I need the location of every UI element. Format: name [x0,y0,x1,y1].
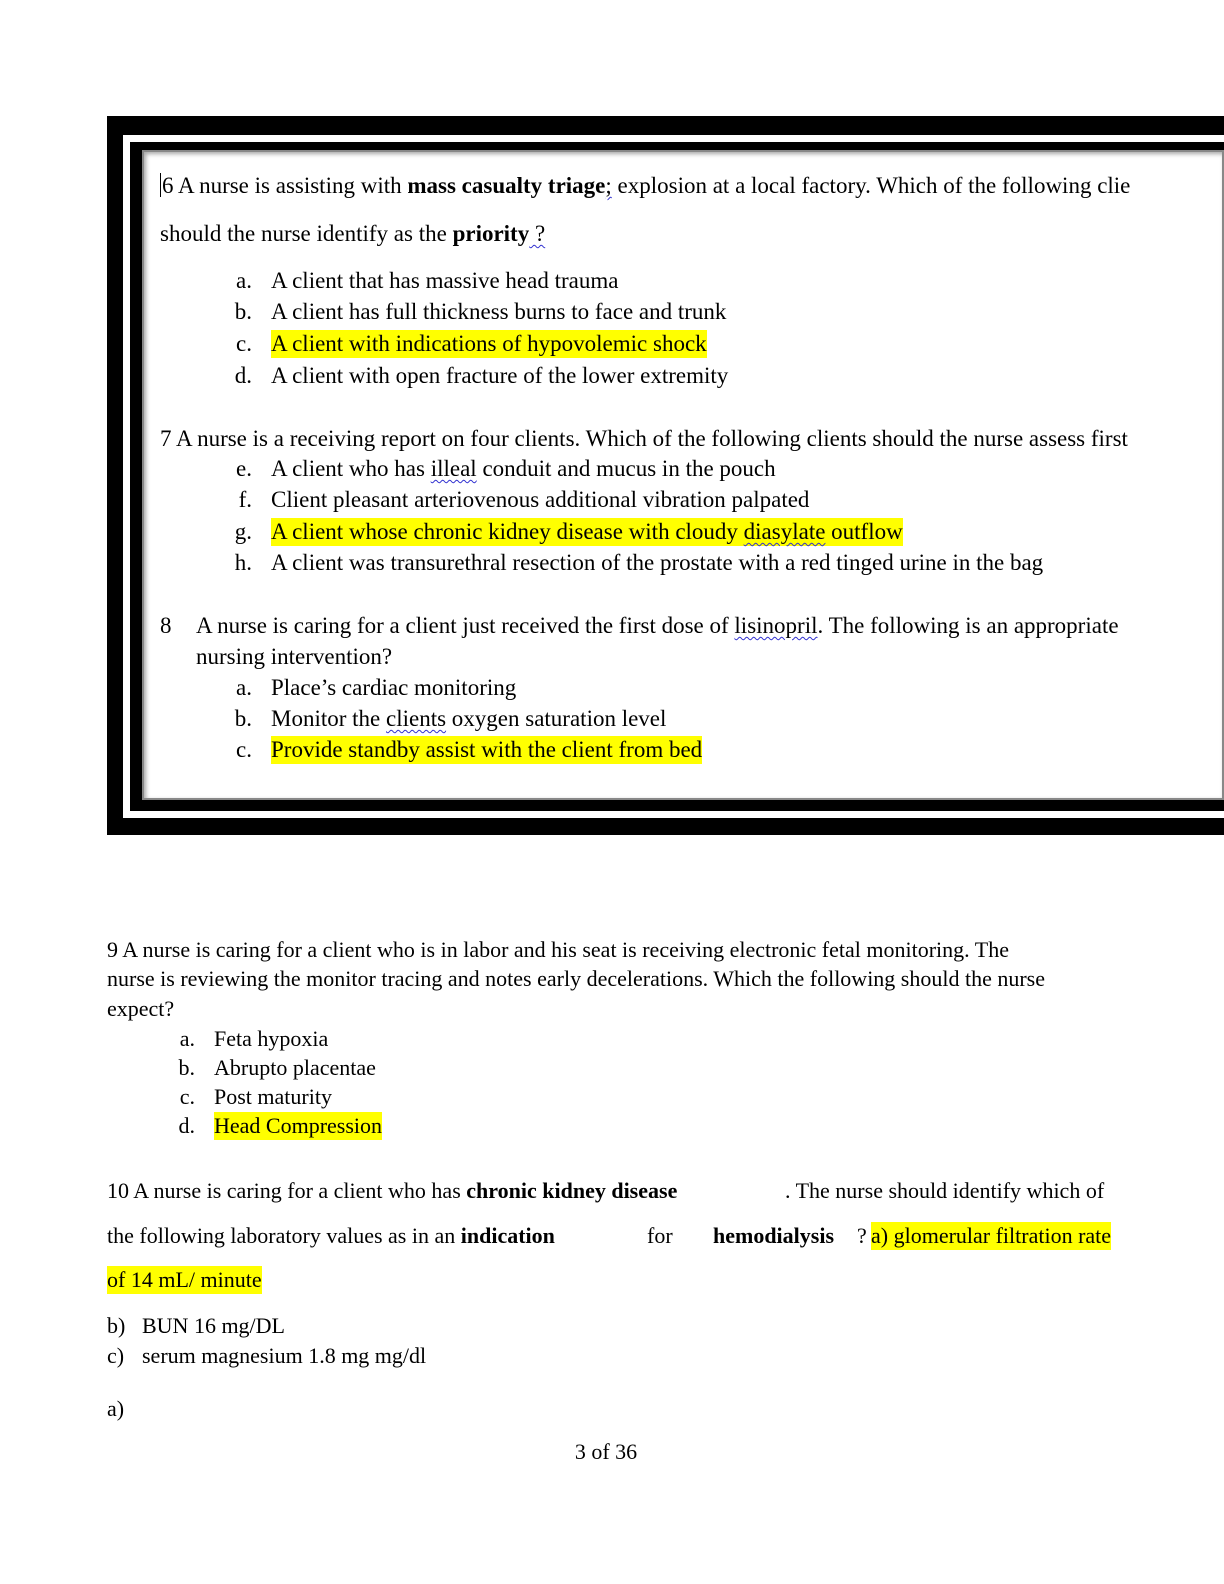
text-cursor [160,173,161,197]
q9-option-label: d. [178,1113,195,1138]
q10-answer-highlighted-cont: of 14 mL/ minute [107,1267,262,1292]
q8-option-c-highlighted: Provide standby assist with the client from bed [271,737,703,762]
q9-option-label: b. [178,1055,195,1080]
q7-option-g-highlighted: A client whose chronic kidney disease with cloudy diasylate outflow [271,519,903,544]
q8-option-b: Monitor the clients oxygen saturation level [271,706,667,731]
q10-trailing-label: a) [107,1396,125,1421]
q10-option-b: BUN 16 mg/DL [142,1313,285,1338]
q10-line2-a: the following laboratory values as in an indication [107,1223,555,1248]
q6-option-a: A client that has massive head trauma [271,268,619,293]
q8-line1: A nurse is caring for a client just received the first dose of lisinopril. The following is an appropriate [196,613,1119,638]
q7-option-label: e. [236,456,252,481]
q6-option-d: A client with open fracture of the lower extremity [271,363,729,388]
q9-line3: expect? [107,996,175,1021]
q8-number: 8 [160,613,172,638]
q7-option-label: h. [234,550,252,575]
q10-line1-b: . The nurse should identify which of [785,1178,1105,1203]
q7-option-h: A client was transurethral resection of the prostate with a red tinged urine in the bag [271,550,1044,575]
q9-option-c: Post maturity [214,1084,332,1109]
q6-option-label: a. [236,268,252,293]
q9-option-a: Feta hypoxia [214,1026,329,1051]
q6-option-label: d. [234,363,252,388]
q6-option-c-highlighted: A client with indications of hypovolemic shock [271,331,707,356]
q8-line2: nursing intervention? [196,644,393,669]
q6-line2: should the nurse identify as the priority ? [160,221,546,246]
q9-line1: 9 A nurse is caring for a client who is in labor and his seat is receiving electronic fetal monitoring. The [107,937,1009,962]
q9-option-label: a. [179,1026,195,1051]
q8-option-label: c. [236,737,252,762]
q6-option-label: b. [234,299,252,324]
q8-option-label: a. [236,675,252,700]
q6-line1: 6 A nurse is assisting with mass casualty triage; explosion at a local factory. Which of the following clie [162,173,1131,198]
q9-option-b: Abrupto placentae [214,1055,376,1080]
q10-answer-highlighted: a) glomerular filtration rate [871,1223,1112,1248]
q9-option-label: c. [179,1084,195,1109]
q7-text: 7 A nurse is a receiving report on four clients. Which of the following clients should the nurse assess first [160,426,1128,451]
q7-option-label: f. [238,487,252,512]
q9-option-d-highlighted: Head Compression [214,1113,383,1138]
q10-line2-qmark: ? [857,1223,867,1248]
q7-option-f: Client pleasant arteriovenous additional vibration palpated [271,487,810,512]
q8-option-a: Place’s cardiac monitoring [271,675,517,700]
q10-option-c: serum magnesium 1.8 mg mg/dl [142,1343,427,1368]
q6-option-label: c. [236,331,252,356]
q9-line2: nurse is reviewing the monitor tracing and notes early decelerations. Which the following should the nurse [107,966,1046,991]
q10-line2-for: for [647,1223,673,1248]
q8-option-label: b. [234,706,252,731]
q7-option-e: A client who has illeal conduit and mucus in the pouch [271,456,776,481]
q10-line2-bold: hemodialysis [713,1223,835,1248]
q7-option-label: g. [234,519,252,544]
q6-option-b: A client has full thickness burns to face and trunk [271,299,727,324]
page-number: 3 of 36 [574,1439,638,1464]
q10-option-label: c) [107,1343,125,1368]
q10-option-label: b) [107,1313,126,1338]
q10-line1-a: 10 A nurse is caring for a client who has chronic kidney disease [107,1178,678,1203]
